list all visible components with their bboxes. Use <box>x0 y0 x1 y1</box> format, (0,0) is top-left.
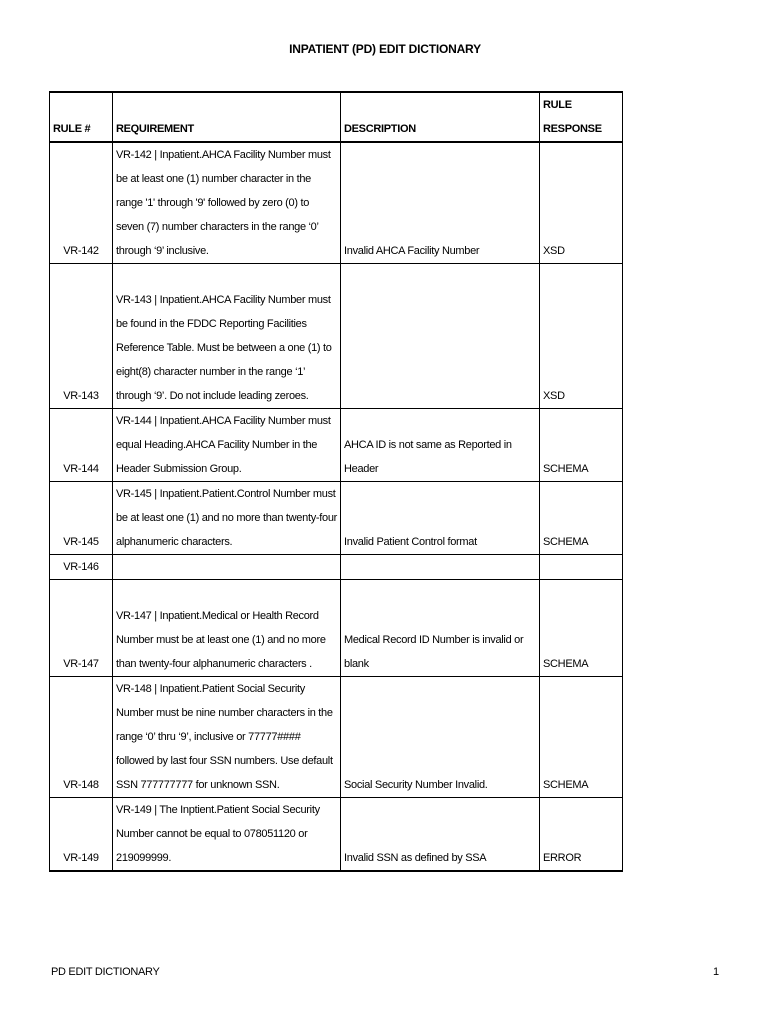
description-cell: Social Security Number Invalid. <box>341 677 540 798</box>
rule-number-cell: VR-147 <box>50 580 113 677</box>
table-row <box>50 142 623 264</box>
rule-response-cell: XSD <box>540 142 623 264</box>
requirement-cell: VR-142 | Inpatient.AHCA Facility Number must be at least one (1) number character in the range '1' through '9' followed by zero (0) to seven (7) number characters in the range ‘0’ through ‘9’ inclusive. <box>113 142 341 264</box>
requirement-cell: VR-149 | The Inptient.Patient Social Security Number cannot be equal to 078051120 or 219099999. <box>113 798 341 872</box>
description-cell: Invalid AHCA Facility Number <box>341 142 540 264</box>
table-row <box>50 798 623 872</box>
table-row <box>50 482 623 555</box>
rule-response-cell <box>540 555 623 580</box>
table-row <box>50 264 623 409</box>
edit-dictionary-table <box>49 91 623 872</box>
requirement-cell: VR-147 | Inpatient.Medical or Health Record Number must be at least one (1) and no more than twenty-four alphanumeric characters . <box>113 580 341 677</box>
column-header-requirement: REQUIREMENT <box>113 92 341 142</box>
table-row <box>50 555 623 580</box>
description-cell <box>341 555 540 580</box>
rule-response-cell: ERROR <box>540 798 623 872</box>
rule-number-cell: VR-144 <box>50 409 113 482</box>
description-cell: AHCA ID is not same as Reported in Header <box>341 409 540 482</box>
table-row <box>50 677 623 798</box>
description-cell: Medical Record ID Number is invalid or blank <box>341 580 540 677</box>
page-number: 1 <box>713 966 720 978</box>
rule-number-cell: VR-146 <box>50 555 113 580</box>
footer-document-name: PD EDIT DICTIONARY <box>51 966 160 978</box>
rule-number-cell: VR-145 <box>50 482 113 555</box>
column-header-rule-response: RULE RESPONSE <box>540 92 623 142</box>
rule-response-cell: SCHEMA <box>540 409 623 482</box>
description-cell: Invalid Patient Control format <box>341 482 540 555</box>
rule-number-cell: VR-148 <box>50 677 113 798</box>
description-cell <box>341 264 540 409</box>
rule-response-cell: SCHEMA <box>540 677 623 798</box>
rule-response-cell: SCHEMA <box>540 482 623 555</box>
requirement-cell: VR-143 | Inpatient.AHCA Facility Number must be found in the FDDC Reporting Facilities Reference Table. Must be between a one (1) to eight(8) character number in the range ‘1’ through ‘9’. Do not include leading zeroes. <box>113 264 341 409</box>
description-cell: Invalid SSN as defined by SSA <box>341 798 540 872</box>
table-row <box>50 580 623 677</box>
rule-number-cell: VR-143 <box>50 264 113 409</box>
requirement-cell <box>113 555 341 580</box>
column-header-rule: RULE # <box>50 92 113 142</box>
rule-response-cell: SCHEMA <box>540 580 623 677</box>
requirement-cell: VR-145 | Inpatient.Patient.Control Number must be at least one (1) and no more than twenty-four alphanumeric characters. <box>113 482 341 555</box>
table-row <box>50 409 623 482</box>
column-header-description: DESCRIPTION <box>341 92 540 142</box>
requirement-cell: VR-148 | Inpatient.Patient Social Security Number must be nine number characters in the range ‘0’ thru ‘9’, inclusive or 77777#### followed by last four SSN numbers. Use default SSN 777777777 for unknown SSN. <box>113 677 341 798</box>
document-title: INPATIENT (PD) EDIT DICTIONARY <box>289 42 481 56</box>
table-header-row <box>50 92 623 142</box>
rule-number-cell: VR-149 <box>50 798 113 872</box>
rule-response-cell: XSD <box>540 264 623 409</box>
rule-number-cell: VR-142 <box>50 142 113 264</box>
requirement-cell: VR-144 | Inpatient.AHCA Facility Number must equal Heading.AHCA Facility Number in the Header Submission Group. <box>113 409 341 482</box>
